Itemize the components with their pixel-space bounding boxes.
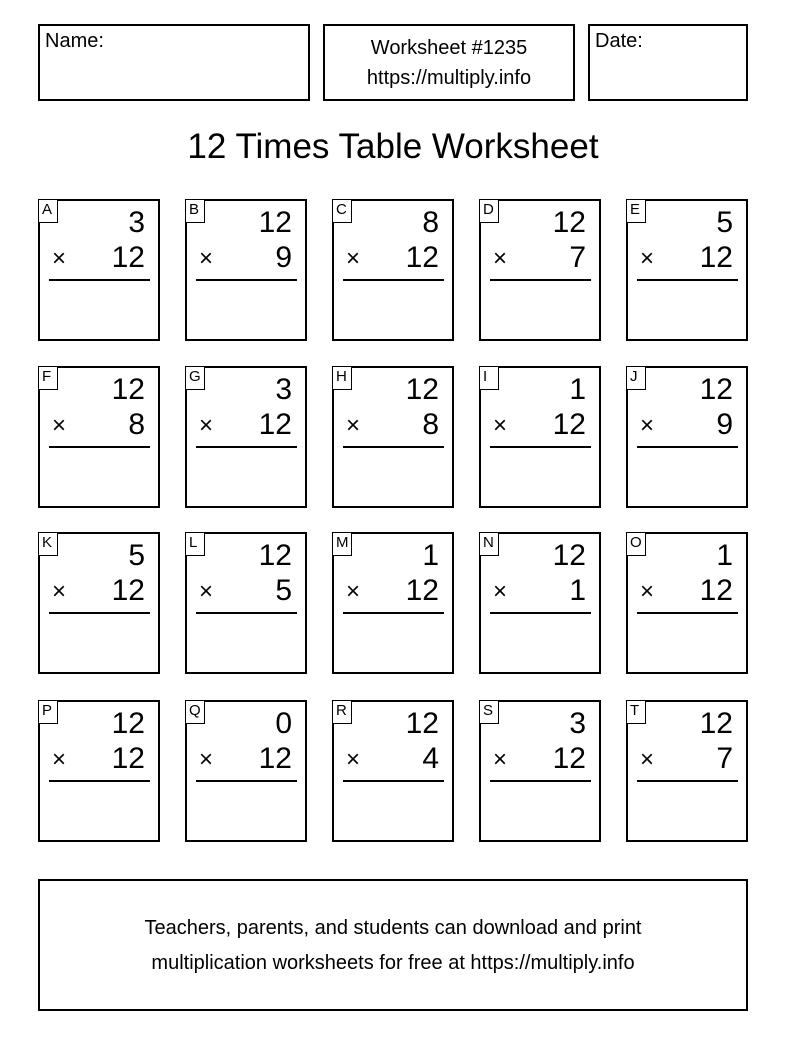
multiplier: 12 — [111, 241, 145, 274]
multiplicand: 12 — [552, 539, 586, 572]
answer-line — [490, 612, 591, 614]
problem-letter: G — [185, 366, 205, 390]
answer-line — [637, 612, 738, 614]
multiply-sign: × — [199, 412, 214, 439]
worksheet-info-box — [323, 24, 575, 101]
multiplicand: 12 — [405, 707, 439, 740]
problem-card[interactable] — [185, 532, 307, 674]
footer-box — [38, 879, 748, 1011]
problem-letter: B — [185, 199, 205, 223]
multiplier: 12 — [699, 241, 733, 274]
name-label: Name: — [45, 30, 104, 52]
footer-line-1: Teachers, parents, and students can download and print — [144, 917, 642, 939]
problem-letter: P — [38, 700, 58, 724]
multiply-sign: × — [493, 245, 508, 272]
answer-line — [637, 780, 738, 782]
multiplier: 5 — [275, 574, 292, 607]
multiplicand: 12 — [552, 206, 586, 239]
problem-card[interactable] — [479, 532, 601, 674]
multiply-sign: × — [640, 412, 655, 439]
problem-letter: N — [479, 532, 499, 556]
multiplier: 8 — [128, 408, 145, 441]
answer-line — [343, 446, 444, 448]
multiplicand: 5 — [716, 206, 733, 239]
date-label: Date: — [595, 30, 643, 52]
multiply-sign: × — [346, 245, 361, 272]
multiply-sign: × — [52, 578, 67, 605]
problem-letter: I — [479, 366, 499, 390]
multiply-sign: × — [199, 245, 214, 272]
answer-line — [343, 279, 444, 281]
answer-line — [196, 446, 297, 448]
problem-card[interactable] — [626, 199, 748, 341]
multiplicand: 0 — [275, 707, 292, 740]
problem-card[interactable] — [479, 199, 601, 341]
multiply-sign: × — [493, 578, 508, 605]
answer-line — [343, 612, 444, 614]
multiplier: 4 — [422, 742, 439, 775]
problem-card[interactable] — [626, 700, 748, 842]
multiplier: 12 — [699, 574, 733, 607]
problem-card[interactable] — [185, 199, 307, 341]
multiplicand: 3 — [128, 206, 145, 239]
multiplier: 7 — [569, 241, 586, 274]
problem-card[interactable] — [332, 199, 454, 341]
answer-line — [490, 279, 591, 281]
multiply-sign: × — [199, 746, 214, 773]
name-field[interactable] — [38, 24, 310, 101]
problem-letter: E — [626, 199, 646, 223]
problem-card[interactable] — [332, 532, 454, 674]
problem-letter: R — [332, 700, 352, 724]
problem-letter: S — [479, 700, 499, 724]
multiplicand: 12 — [699, 373, 733, 406]
multiplier: 9 — [275, 241, 292, 274]
worksheet-url: https://multiply.info — [366, 67, 532, 89]
date-field[interactable] — [588, 24, 748, 101]
multiplicand: 3 — [569, 707, 586, 740]
multiplier: 9 — [716, 408, 733, 441]
problem-letter: T — [626, 700, 646, 724]
problem-card[interactable] — [479, 700, 601, 842]
problem-card[interactable] — [626, 366, 748, 508]
problem-letter: M — [332, 532, 352, 556]
multiplier: 12 — [552, 742, 586, 775]
problem-letter: L — [185, 532, 205, 556]
multiplicand: 12 — [405, 373, 439, 406]
problem-card[interactable] — [626, 532, 748, 674]
multiplicand: 5 — [128, 539, 145, 572]
answer-line — [637, 446, 738, 448]
multiplier: 1 — [569, 574, 586, 607]
answer-line — [196, 612, 297, 614]
problem-card[interactable] — [332, 366, 454, 508]
answer-line — [49, 612, 150, 614]
multiplicand: 12 — [111, 373, 145, 406]
problem-letter: J — [626, 366, 646, 390]
multiply-sign: × — [52, 746, 67, 773]
answer-line — [637, 279, 738, 281]
multiply-sign: × — [493, 746, 508, 773]
answer-line — [490, 780, 591, 782]
problem-letter: Q — [185, 700, 205, 724]
multiplicand: 1 — [422, 539, 439, 572]
answer-line — [343, 780, 444, 782]
multiplier: 8 — [422, 408, 439, 441]
multiply-sign: × — [346, 746, 361, 773]
multiplier: 12 — [405, 574, 439, 607]
problem-letter: A — [38, 199, 58, 223]
multiply-sign: × — [640, 578, 655, 605]
multiplier: 7 — [716, 742, 733, 775]
multiply-sign: × — [346, 578, 361, 605]
page-title: 12 Times Table Worksheet — [187, 127, 599, 166]
answer-line — [49, 446, 150, 448]
multiplicand: 3 — [275, 373, 292, 406]
worksheet-number: Worksheet #1235 — [370, 37, 528, 59]
answer-line — [196, 780, 297, 782]
multiplicand: 12 — [111, 707, 145, 740]
answer-line — [196, 279, 297, 281]
problem-letter: F — [38, 366, 58, 390]
answer-line — [49, 780, 150, 782]
multiply-sign: × — [52, 245, 67, 272]
multiply-sign: × — [493, 412, 508, 439]
multiplier: 12 — [111, 574, 145, 607]
problem-card[interactable] — [332, 700, 454, 842]
multiplier: 12 — [258, 742, 292, 775]
problem-card[interactable] — [479, 366, 601, 508]
problem-letter: H — [332, 366, 352, 390]
problem-card[interactable] — [38, 199, 160, 341]
answer-line — [49, 279, 150, 281]
multiply-sign: × — [640, 746, 655, 773]
problem-card[interactable] — [38, 532, 160, 674]
problem-card[interactable] — [38, 700, 160, 842]
problem-card[interactable] — [185, 700, 307, 842]
multiplicand: 12 — [699, 707, 733, 740]
multiplicand: 8 — [422, 206, 439, 239]
multiplier: 12 — [258, 408, 292, 441]
multiply-sign: × — [346, 412, 361, 439]
multiplicand: 1 — [569, 373, 586, 406]
problem-letter: C — [332, 199, 352, 223]
problem-letter: K — [38, 532, 58, 556]
problem-card[interactable] — [38, 366, 160, 508]
multiply-sign: × — [52, 412, 67, 439]
multiplicand: 1 — [716, 539, 733, 572]
answer-line — [490, 446, 591, 448]
multiplicand: 12 — [258, 539, 292, 572]
multiplicand: 12 — [258, 206, 292, 239]
multiplier: 12 — [552, 408, 586, 441]
multiply-sign: × — [640, 245, 655, 272]
problem-letter: D — [479, 199, 499, 223]
problem-card[interactable] — [185, 366, 307, 508]
multiplier: 12 — [111, 742, 145, 775]
multiply-sign: × — [199, 578, 214, 605]
problem-letter: O — [626, 532, 646, 556]
multiplier: 12 — [405, 241, 439, 274]
footer-line-2: multiplication worksheets for free at https://multiply.info — [151, 952, 635, 974]
